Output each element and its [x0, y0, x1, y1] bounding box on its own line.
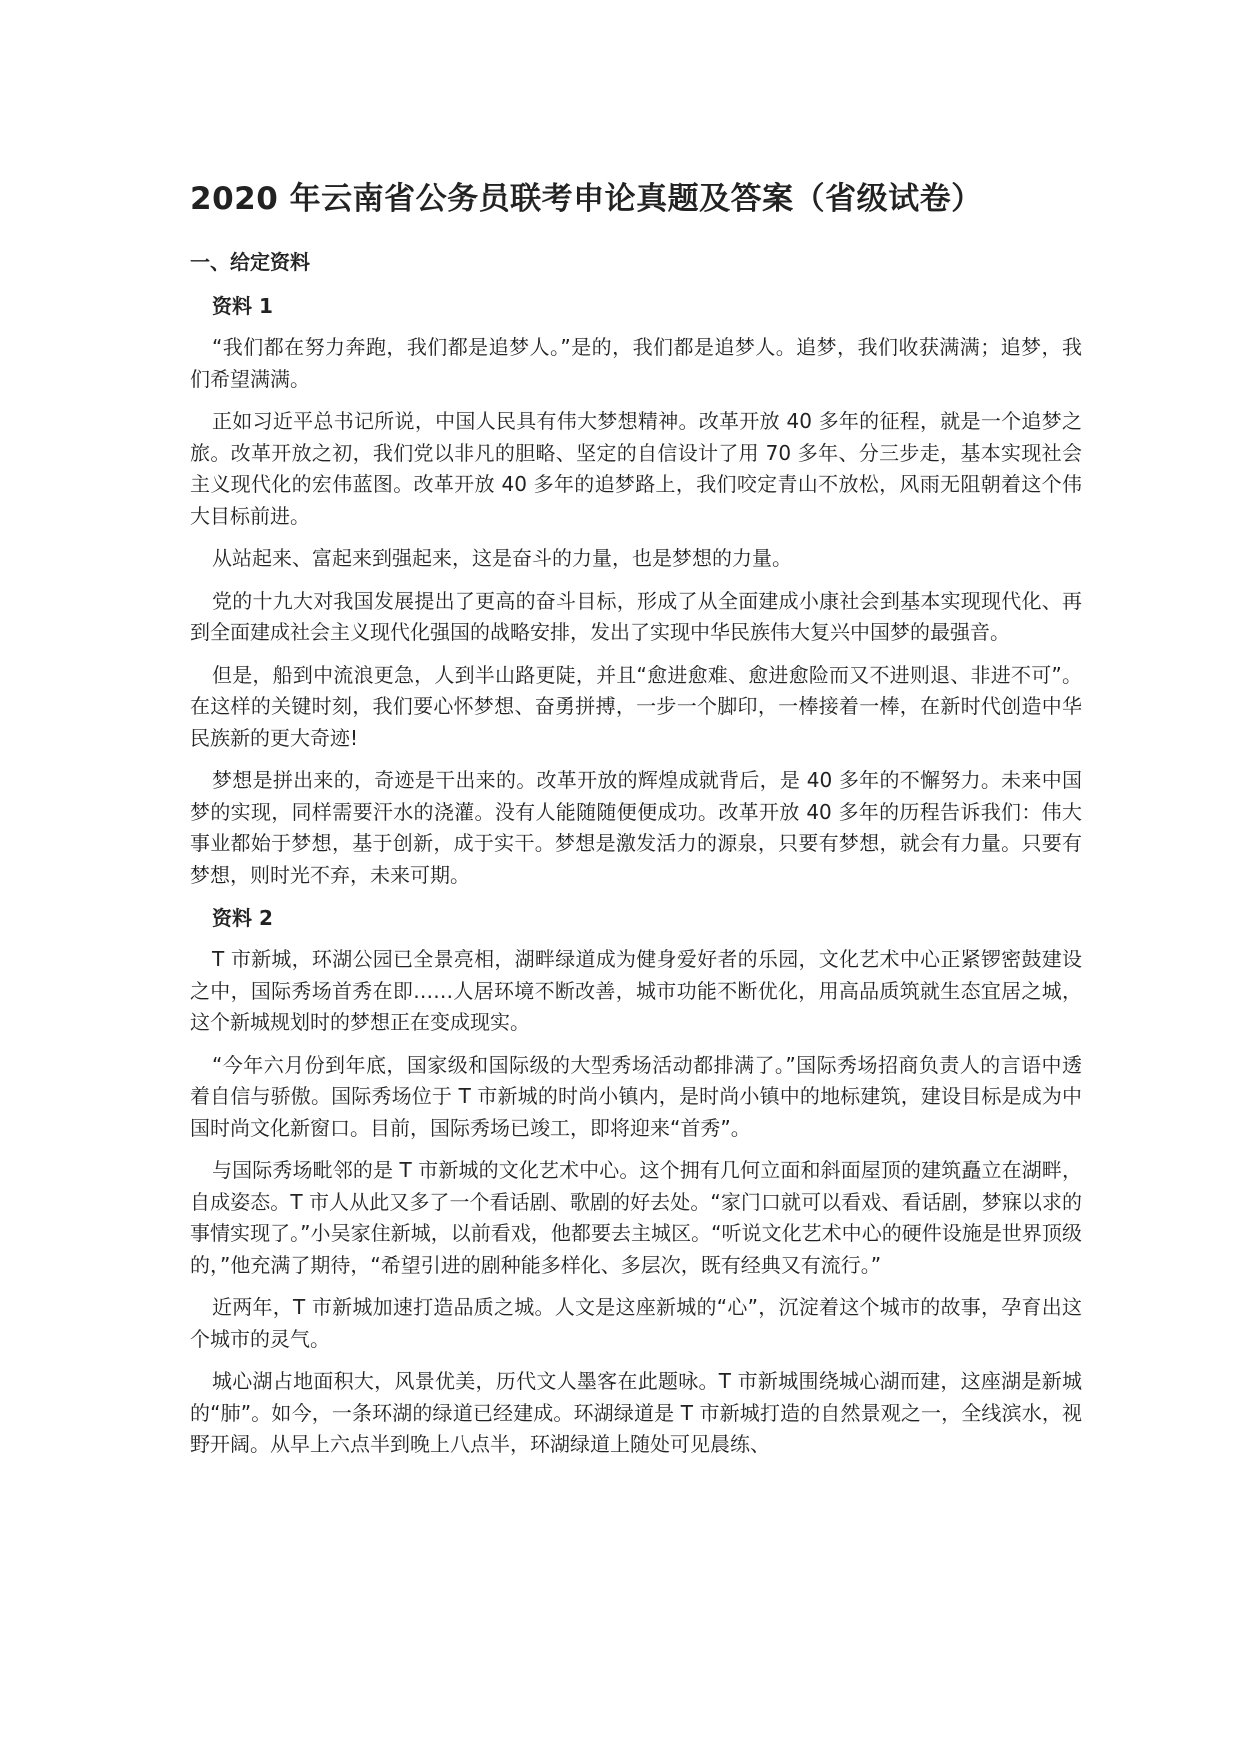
paragraph: “今年六月份到年底，国家级和国际级的大型秀场活动都排满了。”国际秀场招商负责人的言语中透着自信与骄傲。国际秀场位于 T 市新城的时尚小镇内，是时尚小镇中的地标建筑，建设目标是成为中国时尚文化新窗口。目前，国际秀场已竣工，即将迎来“首秀”。 [190, 1052, 1082, 1140]
paragraph: 近两年，T 市新城加速打造品质之城。人文是这座新城的“心”，沉淀着这个城市的故事，孕育出这个城市的灵气。 [190, 1295, 1082, 1351]
paragraph: T 市新城，环湖公园已全景亮相，湖畔绿道成为健身爱好者的乐园，文化艺术中心正紧锣密鼓建设之中，国际秀场首秀在即……人居环境不断改善，城市功能不断优化，用高品质筑就生态宜居之城，这个新城规划时的梦想正在变成现实。 [190, 947, 1082, 1034]
paragraph: “我们都在努力奔跑，我们都是追梦人。”是的，我们都是追梦人。追梦，我们收获满满；追梦，我们希望满满。 [190, 335, 1082, 391]
document-title: 2020 年云南省公务员联考申论真题及答案（省级试卷） [190, 181, 983, 217]
paragraph: 党的十九大对我国发展提出了更高的奋斗目标，形成了从全面建成小康社会到基本实现现代化、再到全面建成社会主义现代化强国的战略安排，发出了实现中华民族伟大复兴中国梦的最强音。 [190, 588, 1082, 644]
paragraph: 梦想是拼出来的，奇迹是干出来的。改革开放的辉煌成就背后，是 40 多年的不懈努力。未来中国梦的实现，同样需要汗水的浇灌。没有人能随随便便成功。改革开放 40 多年的历程告诉我们：伟大事业都始于梦想，基于创新，成于实干。梦想是激发活力的源泉，只要有梦想，就会有力量。只要有梦想，则时光不弃，未来可期。 [190, 768, 1082, 887]
paragraph: 正如习近平总书记所说，中国人民具有伟大梦想精神。改革开放 40 多年的征程，就是一个追梦之旅。改革开放之初，我们党以非凡的胆略、坚定的自信设计了用 70 多年、分三步走，基本实现社会主义现代化的宏伟蓝图。改革开放 40 多年的追梦路上，我们咬定青山不放松，风雨无阻朝着这个伟大目标前进。 [190, 409, 1082, 528]
paragraph: 从站起来、富起来到强起来，这是奋斗的力量，也是梦想的力量。 [212, 546, 792, 570]
paragraph: 与国际秀场毗邻的是 T 市新城的文化艺术中心。这个拥有几何立面和斜面屋顶的建筑矗立在湖畔，自成姿态。T 市人从此又多了一个看话剧、歌剧的好去处。“家门口就可以看戏、看话剧，梦寐以求的事情实现了。”小吴家住新城，以前看戏，他都要去主城区。“听说文化艺术中心的硬件设施是世界顶级的，”他充满了期待，“希望引进的剧种能多样化、多层次，既有经典又有流行。” [190, 1158, 1082, 1277]
paragraph: 城心湖占地面积大，风景优美，历代文人墨客在此题咏。T 市新城围绕城心湖而建，这座湖是新城的“肺”。如今，一条环湖的绿道已经建成。环湖绿道是 T 市新城打造的自然景观之一，全线滨水，视野开阔。从早上六点半到晚上八点半，环湖绿道上随处可见晨练、 [190, 1369, 1082, 1456]
paragraph: 但是，船到中流浪更急，人到半山路更陡，并且“愈进愈难、愈进愈险而又不进则退、非进不可”。在这样的关键时刻，我们要心怀梦想、奋勇拼搏，一步一个脚印，一棒接着一棒，在新时代创造中华民族新的更大奇迹! [190, 662, 1082, 750]
document-page [190, 176, 1082, 1472]
material-2-heading: 资料 2 [212, 906, 273, 930]
section-heading: 一、给定资料 [190, 250, 310, 274]
material-1-heading: 资料 1 [212, 294, 273, 318]
